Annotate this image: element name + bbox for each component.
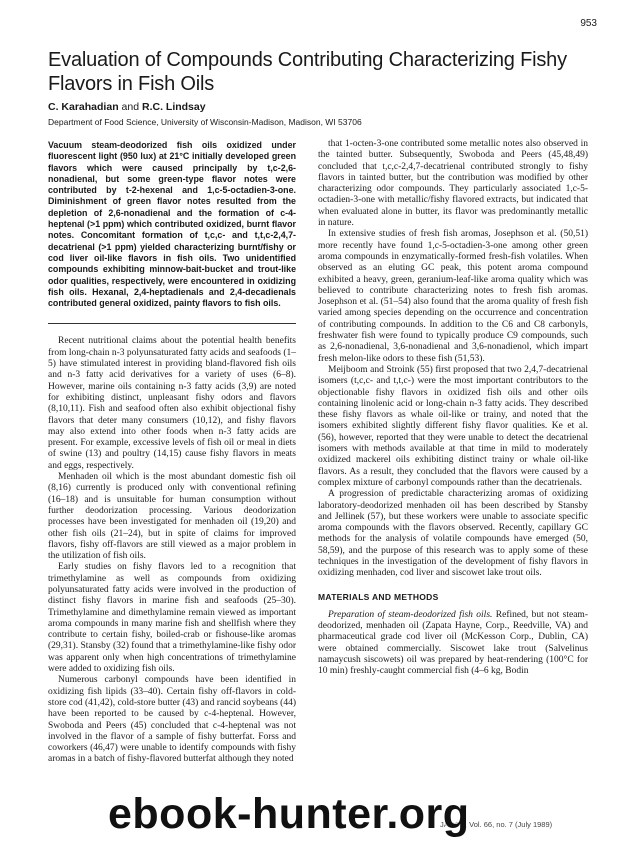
paragraph: In extensive studies of fresh fish aromas, Josephson et al. (50,51) more recently have found 1,c-5-octadien-3-one among other green aroma compounds in enzymatically-formed fresh-fish volatiles. When observed as an eluting GC peak, this potent aroma compound exhibited a heavy, green, geranium-leaf-like aroma quality which was believed to contribute characterizing notes to fresh fish aromas. Josephson et al. (51–54) also found that the aroma quality of fresh fish varied among species depending on the occurrence and concentration of contributing compounds. In addition to the C6 and C8 carbonyls, freshwater fish were found to typically produce C9 compounds, such as 2,6-nonadienal, 3,6-nonadienal and 3,6-nonadienol, which impart fresh melon-like odors to these fish (51,53). xyxy=(318,229,588,364)
author-2: R.C. Lindsay xyxy=(141,101,206,113)
methods-subheading: Preparation of steam-deodorized fish oils. xyxy=(328,609,493,620)
paragraph: that 1-octen-3-one contributed some metallic notes also observed in the tainted butter. Subsequently, Swoboda and Peers (45,48,49) concluded that t,c,c-2,4,7-decatrienal contributed strongly to fishy flavors in tainted butter, but the contribution was modified by other characterizing odor compounds. They particularly associated 1,c-5-octadien-3-one with metallic/fishy flavored extracts, but indicated that when evaluated alone in butter, its flavor was predominantly metallic in nature. xyxy=(318,139,588,229)
methods-heading-text: MATERIALS AND METHODS xyxy=(318,591,439,602)
abstract-text: Vacuum steam-deodorized fish oils oxidized under fluorescent light (950 lux) at 21°C initially developed green flavors which were caused principally by t,c-2,6-nonadienal, but some green-type flavor notes were contributed by t-2-hexenal and 1,c-5-octadien-3-one. Diminishment of green flavor notes resulted from the depletion of 2,6-nonadienal and the formation of c-4-heptenal (>1 ppm) which contributed oxidized, burnt flavor notes. Concomitant formation of t,c,c- and t,t,c-2,4,7-decatrienal (>1 ppm) yielded characterizing burnt/fishy or cod liver oil-like flavors in fish oils. Two unidentified compounds exhibiting minnow-bait-bucket and trout-like odor qualities, respectively, were encountered in oxidizing fish oils. Hexanal, 2,4-heptadienals and 2,4-decadienals contributed general oxidized, painty flavors to fish oils. xyxy=(48,140,296,309)
paragraph: Meijboom and Stroink (55) first proposed that two 2,4,7-decatrienal isomers (t,c,c- and t,t,c-) were the most important contributors to the objectionable fishy flavors in oxidized fish oils and other oils containing linolenic acid or long-chain n-3 fatty acids. They described these fishy flavors as whale oil-like or trainy, and noted that the isomers exhibited slightly different fishy flavor qualities. Ke et al. (56), however, reported that they were unable to detect the decatrienal isomers with methods available at that time in mild to moderately oxidized mackerel oils exhibiting distinct trainy or whale oil-like flavors. As a result, they concluded that the flavors were caused by a complex mixture of carbonyl compounds rather than the decatrienals. xyxy=(318,364,588,488)
journal-footer: JAOCS, Vol. 66, no. 7 (July 1989) xyxy=(440,820,553,829)
methods-text: Refined, but not steam-deodorized, menhaden oil (Zapata Hayne, Corp., Reedville, VA) and pharmaceutical grade cod liver oil (McKesson Corp., Dublin, CA) were obtained commercially. Siscowet lake trout (Salvelinus namaycush siscowets) oil was prepared by heat-rendering (100°C for 10 min) freshly-caught commercial fish (4–6 kg, Bodin xyxy=(318,609,588,677)
page-number: 953 xyxy=(580,18,597,29)
methods-heading xyxy=(318,592,588,603)
paragraph: A progression of predictable characterizing aromas of oxidizing laboratory-deodorized menhaden oil has been described by Stansby and Jellinek (57), but these workers were unable to associate specific aroma compounds with the flavors observed. Recently, capillary GC methods for the analysis of volatile compounds have emerged (50, 58,59), and the purpose of this research was to apply some of these techniques in the investigation of the development of fishy flavors in oxidizing menhaden, cod liver and siscowet lake trout oils. xyxy=(318,489,588,579)
affiliation: Department of Food Science, University of Wisconsin-Madison, Madison, WI 53706 xyxy=(48,117,362,127)
author-and: and xyxy=(121,101,140,113)
paragraph: Early studies on fishy flavors led to a recognition that trimethylamine as well as compounds from oxidizing polyunsaturated fatty acids were involved in the production of distinct fishy flavors in marine fish and seafoods (25–30). Trimethylamine and dimethylamine remain viewed as important aroma compounds in many marine fish and shellfish where they contribute to certain fishy, boiled-crab or fishouse-like aromas (29,31). Stansby (32) found that a trimethylamine-like fishy odor was apparent only when high concentrations of trimethylamine were added to oxidizing fish oils. xyxy=(48,562,296,675)
watermark-text: ebook-hunter.org xyxy=(108,790,470,838)
paragraph: Recent nutritional claims about the potential health benefits from long-chain n-3 polyunsaturated fatty acids and seafoods (1–5) have stimulated interest in providing bland-flavored fish oils and n-3 fatty acid derivatives for a variety of uses (6–8). However, marine oils containing n-3 fatty acids (3,9) are noted for exhibiting distinct, unpleasant fishy odors and flavors (8,10,11). Fish and seafood often also exhibit objectional fishy flavors that deter many consumers (10,12), and fishy flavors may also extend into other foods when n-3 fatty acids are present. For example, excessive levels of fish oil or meal in diets of swine (13) and poultry (14,15) cause fishy flavors in meats and eggs, respectively. xyxy=(48,336,296,471)
article-title: Evaluation of Compounds Contributing Characterizing Fishy Flavors in Fish Oils xyxy=(48,49,567,95)
authors xyxy=(48,101,206,113)
paragraph: Numerous carbonyl compounds have been identified in oxidizing fish lipids (33–40). Certain fishy off-flavors in cold-store cod (41,42), cold-store butter (43) and rancid soybeans (44) have been reported to be caused by c-4-heptenal. However, Swoboda and Peers (45) concluded that c-4-heptenal was not involved in the flavor of a sample of fishy butterfat. Forss and coworkers (46,47) were unable to identify compounds with fishy aromas in a batch of fishy-flavored butterfat although they noted xyxy=(48,675,296,765)
methods-paragraph xyxy=(318,610,588,678)
right-column xyxy=(318,139,588,678)
left-column xyxy=(48,140,296,766)
author-1: C. Karahadian xyxy=(48,101,119,113)
paragraph: Menhaden oil which is the most abundant domestic fish oil (8,16) currently is produced only with conventional refining (16–18) and is unsuitable for human consumption without further deodorization processing. Various deodorization processes have been investigated for menhaden oil (19,20) and other fish oils (21–24), but in spite of claims for improved flavors, fishy off-flavors are still viewed as a major problem in the utilization of fish oils. xyxy=(48,472,296,562)
abstract-divider xyxy=(48,323,296,324)
abstract xyxy=(48,140,296,309)
